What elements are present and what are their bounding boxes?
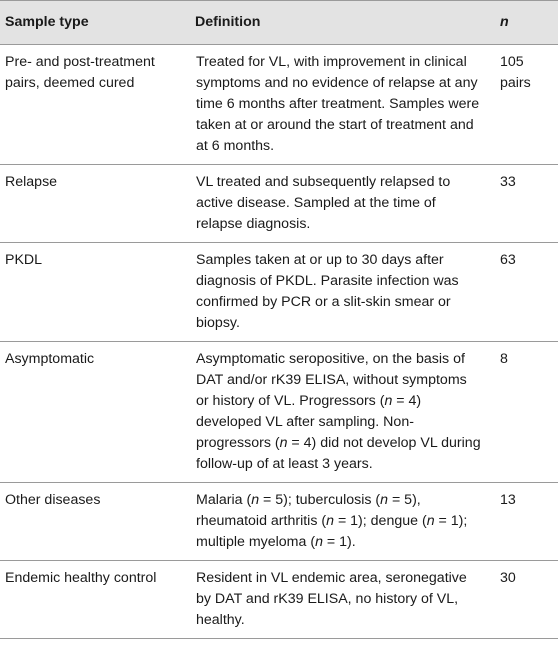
table-row — [0, 483, 558, 561]
n-variable: n — [384, 393, 393, 409]
table-header — [0, 1, 558, 45]
table-body — [0, 45, 558, 639]
header-definition: Definition — [190, 1, 486, 45]
cell-definition — [190, 483, 486, 561]
cell-definition: Samples taken at or up to 30 days after diagnosis of PKDL. Parasite infection was confirmed by PCR or a slit-skin smear or biopsy. — [190, 243, 486, 342]
definition-text: = 1). — [322, 534, 356, 550]
cell-sample-type: Pre- and post-treatment pairs, deemed cured — [0, 45, 190, 165]
cell-sample-type: PKDL — [0, 243, 190, 342]
cell-n: 33 — [486, 165, 558, 243]
n-variable: n — [426, 513, 435, 529]
cell-definition — [190, 342, 486, 483]
n-variable: n — [279, 435, 288, 451]
definition-text: = 5); tuberculosis ( — [259, 492, 381, 508]
cell-definition: Treated for VL, with improvement in clinical symptoms and no evidence of relapse at any time 6 months after treatment. Samples were taken at or around the start of treatment and at 6 months. — [190, 45, 486, 165]
cell-n: 13 — [486, 483, 558, 561]
definition-text: Asymptomatic seropositive, on the basis of DAT and/or rK39 ELISA, without symptoms or history of VL. Progressors ( — [196, 351, 467, 409]
definition-text: = 5), rheumatoid arthritis ( — [196, 492, 421, 529]
cell-sample-type: Other diseases — [0, 483, 190, 561]
cell-definition: VL treated and subsequently relapsed to active disease. Sampled at the time of relapse diagnosis. — [190, 165, 486, 243]
n-variable: n — [251, 492, 260, 508]
table-row — [0, 165, 558, 243]
cell-definition: Resident in VL endemic area, seronegative by DAT and rK39 ELISA, no history of VL, healthy. — [190, 561, 486, 639]
definition-text: = 1); multiple myeloma ( — [196, 513, 468, 550]
definition-text: = 4) did not develop VL during follow-up of at least 3 years. — [196, 435, 481, 472]
cell-n: 63 — [486, 243, 558, 342]
definition-text: Malaria ( — [196, 492, 252, 508]
table-row — [0, 342, 558, 483]
n-variable: n — [380, 492, 389, 508]
table-row — [0, 561, 558, 639]
cell-sample-type: Relapse — [0, 165, 190, 243]
header-n: n — [486, 1, 558, 45]
cell-sample-type: Asymptomatic — [0, 342, 190, 483]
n-variable: n — [326, 513, 334, 529]
table-row — [0, 243, 558, 342]
cell-sample-type: Endemic healthy control — [0, 561, 190, 639]
n-variable: n — [315, 534, 323, 550]
cell-n: 8 — [486, 342, 558, 483]
header-row — [0, 1, 558, 45]
cell-n: 30 — [486, 561, 558, 639]
definition-text: = 1); dengue ( — [334, 513, 427, 529]
cell-n: 105 pairs — [486, 45, 558, 165]
header-sample-type: Sample type — [0, 1, 190, 45]
table-row — [0, 45, 558, 165]
definition-text: = 4) developed VL after sampling. Non-progressors ( — [196, 393, 422, 451]
